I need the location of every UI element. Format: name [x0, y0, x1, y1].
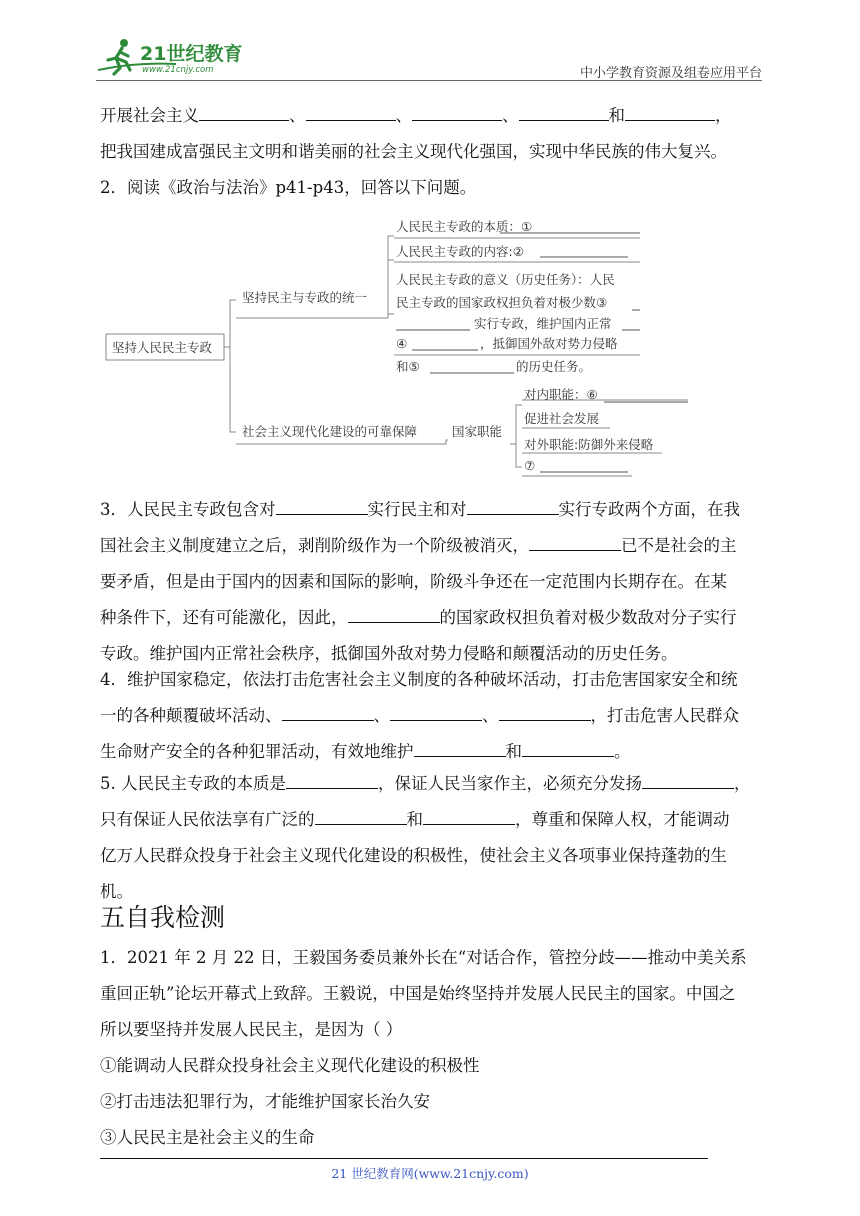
blank: [642, 770, 734, 789]
root-box: [106, 334, 224, 360]
test1-text: 1．2021 年 2 月 22 日，王毅国务委员兼外长在“对话合作，管控分歧——推动中美关系: [100, 948, 747, 967]
test1-option-3: ③人民民主是社会主义的生命: [100, 1128, 315, 1147]
q3-text: 实行专政两个方面，在我: [558, 500, 740, 519]
logo: [96, 36, 266, 76]
para1-start: 开展社会主义: [100, 106, 199, 125]
blank: [522, 738, 614, 757]
q3-text: 要矛盾，但是由于国内的因素和国际的影响，阶级斗争还在一定范围内长期存在。在某: [100, 572, 727, 591]
blank: [348, 604, 440, 623]
leaf-meaning-4: ④: [396, 336, 408, 351]
leaf-meaning-2: 民主专政的国家政权担负着对极少数③: [396, 295, 608, 310]
q3-text: 国社会主义制度建立之后，剥削阶级作为一个阶级被消灭，: [100, 536, 529, 555]
and: 和: [505, 742, 522, 761]
q5-text: 亿万人民群众投身于社会主义现代化建设的积极性，使社会主义各项事业保持蓬勃的生: [100, 846, 727, 865]
test1-option-1: ①能调动人民群众投身社会主义现代化建设的积极性: [100, 1056, 480, 1075]
mindmap-state-function: 国家职能: [452, 424, 503, 439]
leaf-content: 人民民主专政的内容:②: [396, 244, 524, 259]
blank: [529, 532, 621, 551]
q3-text: 实行民主和对: [367, 500, 467, 519]
question-5: [100, 766, 762, 910]
q5-text: ，尊重和保障人权，才能调动: [515, 810, 730, 829]
blank: [199, 102, 289, 121]
blank: [315, 806, 407, 825]
blank: [625, 102, 715, 121]
sep: 、: [502, 106, 519, 125]
sep: 、: [373, 706, 390, 725]
mindmap-branch2: 社会主义现代化建设的可靠保障: [242, 424, 418, 439]
mindmap-root: 坚持人民民主专政: [112, 340, 213, 355]
q5-text: 只有保证人民依法享有广泛的: [100, 810, 315, 829]
q3-text: 已不是社会的主: [621, 536, 737, 555]
test1-option-2: ②打击违法犯罪行为，才能维护国家长治久安: [100, 1092, 430, 1111]
blank: [467, 496, 559, 515]
blank: [519, 102, 609, 121]
q3-text: 种条件下，还有可能激化，因此，: [100, 608, 348, 627]
test1-text: 重回正轨”论坛开幕式上致辞。王毅说，中国是始终坚持并发展人民民主的国家。中国之: [100, 984, 736, 1003]
test-question-1: [100, 940, 762, 1156]
sep: 、: [395, 106, 412, 125]
blank: [423, 806, 515, 825]
question-4: [100, 662, 762, 770]
page-header: [96, 36, 762, 80]
question-3: [100, 492, 762, 672]
logo-text: 21世纪教育: [140, 43, 243, 65]
leaf-meaning-4b: ，抵御国外敌对势力侵略: [480, 336, 618, 351]
para1-line2: 把我国建成富强民主文明和谐美丽的社会主义现代化强国，实现中华民族的伟大复兴。: [100, 142, 727, 161]
blank: [412, 102, 502, 121]
header-rule: [96, 80, 762, 81]
q4-text: 一的各种颠覆破坏活动、: [100, 706, 282, 725]
q4-text: 生命财产安全的各种犯罪活动，有效地维护: [100, 742, 414, 761]
leaf-meaning-3: 实行专政，维护国内正常: [474, 316, 612, 331]
header-platform-text: 中小学教育资源及组卷应用平台: [579, 66, 762, 81]
q3-text: 专政。维护国内正常社会秩序，抵御国外敌对势力侵略和颠覆活动的历史任务。: [100, 644, 678, 663]
leaf-internal: 对内职能：⑥: [524, 387, 598, 402]
blank: [414, 738, 506, 757]
sep: 、: [289, 106, 306, 125]
q4-text: ，打击危害人民群众: [590, 706, 739, 725]
blank: [286, 770, 378, 789]
q3-text: 的国家政权担负着对极少数敌对分子实行: [439, 608, 737, 627]
leaf-seventh: ⑦: [524, 458, 536, 473]
end: 。: [614, 742, 631, 761]
leaf-external: 对外职能:防御外来侵略: [524, 437, 654, 452]
question-2: 2．阅读《政治与法治》p41-p43，回答以下问题。: [100, 178, 477, 197]
q3-text: 3．人民民主专政包含对: [100, 500, 276, 519]
leaf-meaning-5b: 的历史任务。: [516, 359, 592, 374]
q5-text: ，保证人民当家作主，必须充分发扬: [378, 774, 642, 793]
q5-text: 机。: [100, 882, 133, 901]
blank: [276, 496, 368, 515]
end: ，: [715, 106, 732, 125]
and: 和: [406, 810, 423, 829]
blank: [306, 102, 396, 121]
mindmap-branch1: 坚持民主与专政的统一: [242, 290, 368, 305]
footer-link[interactable]: 21 世纪教育网(www.21cnjy.com): [331, 1166, 529, 1181]
and: 和: [608, 106, 625, 125]
blank: [282, 702, 374, 721]
leaf-nature: 人民民主专政的本质：①: [396, 219, 533, 234]
footer-rule: [100, 1158, 708, 1159]
blank: [390, 702, 482, 721]
leaf-meaning-5: 和⑤: [396, 359, 420, 374]
q5-text: 5. 人民民主专政的本质是: [100, 774, 286, 793]
logo-url: www.21cnjy.com: [142, 65, 214, 75]
leaf-meaning-1: 人民民主专政的意义（历史任务）：人民: [396, 272, 615, 287]
intro-paragraph: [100, 98, 762, 170]
test1-text: 所以要坚持并发展人民民主，是因为（ ）: [100, 1020, 403, 1039]
section-title: 五自我检测: [100, 903, 226, 932]
sep: 、: [482, 706, 499, 725]
blank: [499, 702, 591, 721]
q4-text: 4．维护国家稳定，依法打击危害社会主义制度的各种破坏活动，打击危害国家安全和统: [100, 670, 738, 689]
q5-text: ，: [734, 774, 751, 793]
leaf-promote: 促进社会发展: [524, 411, 600, 426]
